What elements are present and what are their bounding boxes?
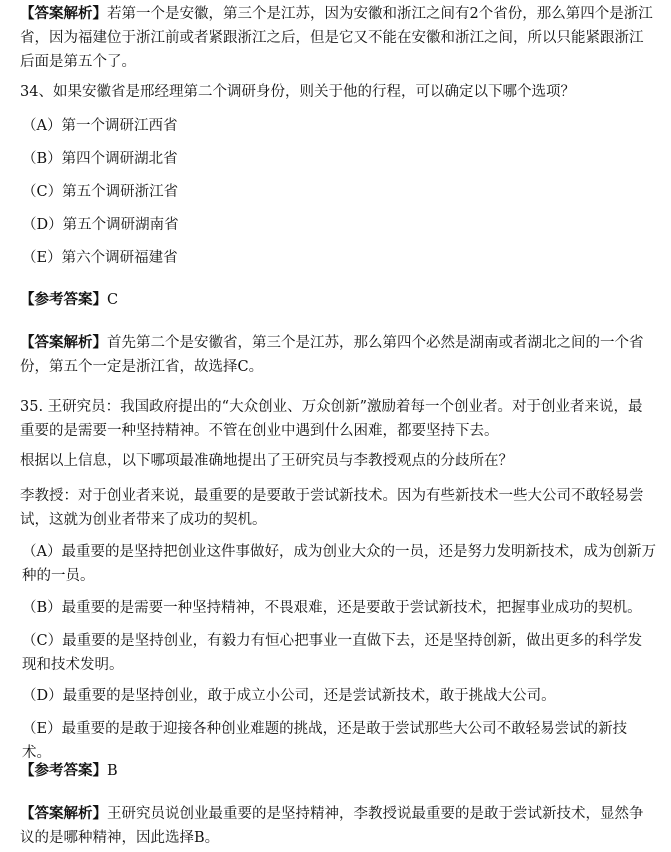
q34-question: 34、如果安徽省是邢经理第二个调研身份，则关于他的行程，可以确定以下哪个选项？ (20, 84, 575, 100)
q35-analysis (20, 802, 654, 850)
analysis-text: 首先第二个是安徽省，第三个是江苏，那么第四个必然是湖南或者湖北之间的一个省份，第五个一定是浙江省，故选择C。 (20, 335, 644, 375)
q35-option-a: （A）最重要的是坚持把创业这件事做好，成为创业大众的一员，还是努力发明新技术，成为创新万种的一员。 (22, 544, 656, 584)
answer-value: C (107, 292, 119, 308)
q34-analysis (20, 331, 654, 379)
q35-stem-wang: 35. 王研究员：我国政府提出的“大众创业、万众创新”激励着每一个创业者。对于创业者来说，最重要的是需要一种坚持精神。不管在创业中遇到什么困难，都要坚持下去。 (20, 399, 643, 439)
analysis-text: 王研究员说创业最重要的是坚持精神，李教授说最重要的是敢于尝试新技术，显然争议的是哪种精神，因此选择B。 (20, 806, 644, 846)
q35-stem-question: 根据以上信息，以下哪项最准确地提出了王研究员与李教授观点的分歧所在？ (20, 453, 513, 469)
answer-value: B (107, 763, 118, 779)
q34-option-c: （C）第五个调研浙江省 (22, 184, 179, 200)
q34-option-e: （E）第六个调研福建省 (22, 250, 178, 266)
q35-answer (20, 759, 654, 783)
analysis-tag: 【答案解析】 (20, 334, 107, 351)
answer-tag: 【参考答案】 (20, 762, 107, 779)
q35-stem-li: 李教授：对于创业者来说，最重要的是要敢于尝试新技术。因为有些新技术一些大公司不敢轻易尝试，这就为创业者带来了成功的契机。 (20, 488, 644, 528)
q34-option-b: （B）第四个调研湖北省 (22, 151, 178, 167)
q35-option-c: （C）最重要的是坚持创业，有毅力有恒心把事业一直做下去，还是坚持创新，做出更多的科学发现和技术发明。 (22, 633, 643, 673)
q35-option-d: （D）最重要的是坚持创业，敢于成立小公司，还是尝试新技术，敢于挑战大公司。 (22, 688, 556, 704)
q35-option-b: （B）最重要的是需要一种坚持精神，不畏艰难，还是要敢于尝试新技术，把握事业成功的契机。 (22, 600, 642, 616)
q34-option-a: （A）第一个调研江西省 (22, 118, 178, 134)
q34-answer (20, 288, 654, 312)
analysis-tag: 【答案解析】 (20, 805, 107, 822)
answer-tag: 【参考答案】 (20, 291, 107, 308)
q34-option-d: （D）第五个调研湖南省 (22, 217, 179, 233)
analysis-tag: 【答案解析】 (20, 5, 107, 22)
analysis-text: 若第一个是安徽，第三个是江苏，因为安徽和浙江之间有2个省份，那么第四个是浙江省，因为福建位于浙江前或者紧跟浙江之后，但是它又不能在安徽和浙江之间，所以只能紧跟浙江后面是第五个了。 (20, 6, 653, 70)
prev-analysis (20, 2, 654, 74)
q35-option-e: （E）最重要的是敢于迎接各种创业难题的挑战，还是敢于尝试那些大公司不敢轻易尝试的新技术。 (22, 721, 628, 761)
